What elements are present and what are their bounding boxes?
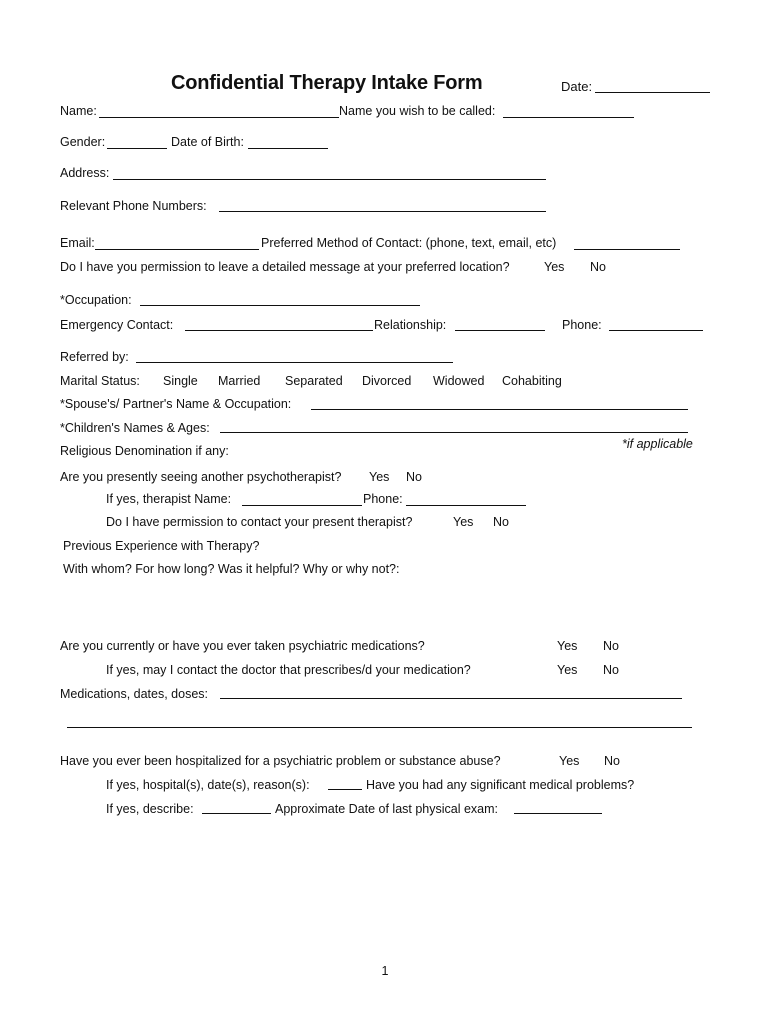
- spouse-field[interactable]: [311, 409, 688, 410]
- therapist-no-option[interactable]: No: [406, 470, 422, 484]
- contact-doctor-no-option[interactable]: No: [603, 663, 619, 677]
- marital-option-separated[interactable]: Separated: [285, 374, 343, 388]
- medications-yes-option[interactable]: Yes: [557, 639, 578, 653]
- marital-option-divorced[interactable]: Divorced: [362, 374, 412, 388]
- date-field[interactable]: [595, 92, 710, 93]
- gender-label: Gender:: [60, 135, 106, 149]
- marital-option-single[interactable]: Single: [163, 374, 198, 388]
- date-label: Date:: [561, 79, 593, 94]
- page-number: 1: [381, 964, 389, 978]
- marital-option-cohabiting[interactable]: Cohabiting: [502, 374, 562, 388]
- contact-doctor-question: If yes, may I contact the doctor that prescribes/d your medication?: [106, 663, 471, 677]
- address-field[interactable]: [113, 179, 546, 180]
- if-applicable-note: *if applicable: [622, 437, 693, 451]
- email-field[interactable]: [95, 249, 259, 250]
- message-no-option[interactable]: No: [590, 260, 606, 274]
- marital-label: Marital Status:: [60, 374, 140, 388]
- marital-option-married[interactable]: Married: [218, 374, 261, 388]
- describe-label: If yes, describe:: [106, 802, 194, 816]
- hospitalized-yes-option[interactable]: Yes: [559, 754, 580, 768]
- referred-label: Referred by:: [60, 350, 129, 364]
- hospitalized-no-option[interactable]: No: [604, 754, 620, 768]
- phones-label: Relevant Phone Numbers:: [60, 199, 207, 213]
- contact-therapist-yes-option[interactable]: Yes: [453, 515, 474, 529]
- therapist-yes-option[interactable]: Yes: [369, 470, 390, 484]
- medications-field-continued[interactable]: [67, 727, 692, 728]
- spouse-label: *Spouse's/ Partner's Name & Occupation:: [60, 397, 292, 411]
- emergency-phone-label: Phone:: [562, 318, 602, 332]
- contact-method-label: Preferred Method of Contact: (phone, text, email, etc): [261, 236, 557, 250]
- occupation-label: *Occupation:: [60, 293, 132, 307]
- describe-field[interactable]: [202, 813, 271, 814]
- therapist-name-field[interactable]: [242, 505, 362, 506]
- therapist-phone-field[interactable]: [406, 505, 526, 506]
- relationship-label: Relationship:: [374, 318, 447, 332]
- called-label: Name you wish to be called:: [339, 104, 496, 118]
- therapist-name-label: If yes, therapist Name:: [106, 492, 232, 506]
- previous-experience-label: Previous Experience with Therapy?: [63, 539, 260, 553]
- contact-therapist-no-option[interactable]: No: [493, 515, 509, 529]
- religion-label: Religious Denomination if any:: [60, 444, 229, 458]
- gender-field[interactable]: [107, 148, 167, 149]
- email-label: Email:: [60, 236, 95, 250]
- marital-option-widowed[interactable]: Widowed: [433, 374, 485, 388]
- emergency-phone-field[interactable]: [609, 330, 703, 331]
- medical-problems-question: Have you had any significant medical problems?: [366, 778, 635, 792]
- occupation-field[interactable]: [140, 305, 420, 306]
- emergency-field[interactable]: [185, 330, 373, 331]
- name-label: Name:: [60, 104, 97, 118]
- children-field[interactable]: [220, 432, 688, 433]
- children-label: *Children's Names & Ages:: [60, 421, 210, 435]
- message-yes-option[interactable]: Yes: [544, 260, 565, 274]
- relationship-field[interactable]: [455, 330, 545, 331]
- contact-therapist-question: Do I have permission to contact your present therapist?: [106, 515, 413, 529]
- medications-question: Are you currently or have you ever taken psychiatric medications?: [60, 639, 425, 653]
- medications-field[interactable]: [220, 698, 682, 699]
- dob-field[interactable]: [248, 148, 328, 149]
- medications-no-option[interactable]: No: [603, 639, 619, 653]
- physical-exam-label: Approximate Date of last physical exam:: [275, 802, 499, 816]
- therapist-question: Are you presently seeing another psychotherapist?: [60, 470, 342, 484]
- address-label: Address:: [60, 166, 110, 180]
- hospitalized-question: Have you ever been hospitalized for a psychiatric problem or substance abuse?: [60, 754, 501, 768]
- contact-doctor-yes-option[interactable]: Yes: [557, 663, 578, 677]
- hospital-label: If yes, hospital(s), date(s), reason(s):: [106, 778, 310, 792]
- hospital-field[interactable]: [328, 789, 362, 790]
- phones-field[interactable]: [219, 211, 546, 212]
- form-title: Confidential Therapy Intake Form: [171, 72, 483, 94]
- name-field[interactable]: [99, 117, 339, 118]
- dob-label: Date of Birth:: [171, 135, 244, 149]
- called-name-field[interactable]: [503, 117, 634, 118]
- with-whom-label: With whom? For how long? Was it helpful? Why or why not?:: [63, 562, 400, 576]
- medications-label: Medications, dates, doses:: [60, 687, 208, 701]
- message-question: Do I have you permission to leave a detailed message at your preferred location?: [60, 260, 510, 274]
- contact-method-field[interactable]: [574, 249, 680, 250]
- physical-exam-field[interactable]: [514, 813, 602, 814]
- therapist-phone-label: Phone:: [363, 492, 403, 506]
- referred-field[interactable]: [136, 362, 453, 363]
- emergency-label: Emergency Contact:: [60, 318, 174, 332]
